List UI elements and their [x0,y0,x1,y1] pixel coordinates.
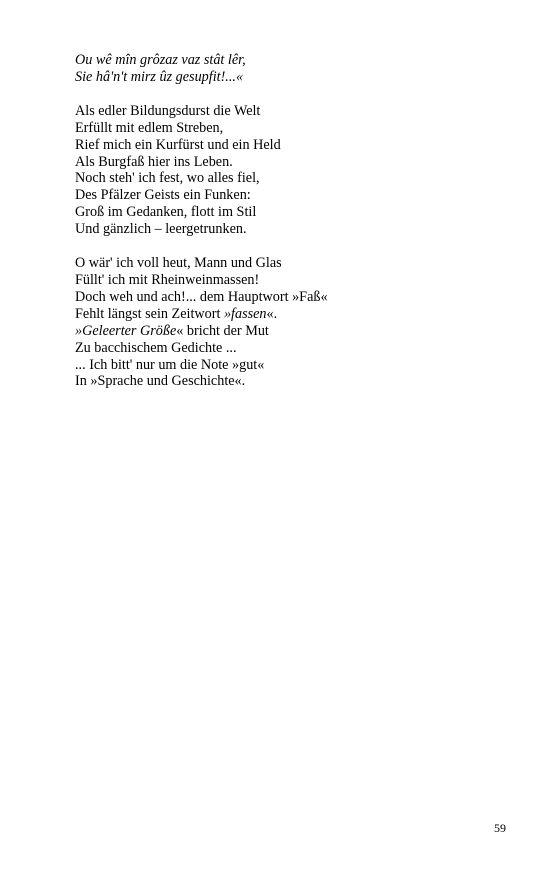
poem-line: Erfüllt mit edlem Streben, [75,119,224,136]
poem-line: Und gänzlich – leergetrunken. [75,221,247,238]
poem-line: Füllt' ich mit Rheinweinmassen! [75,271,260,288]
poem [75,52,495,407]
stanza-2 [75,103,495,238]
poem-line [75,323,495,340]
poem-line: Zu bacchischem Gedichte ... [75,339,237,356]
poem-line: In »Sprache und Geschichte«. [75,373,246,390]
line-text: «. [266,305,278,322]
poem-line: Sie hâ'n't mirz ûz gesupfit!...« [75,68,244,85]
stanza-3 [75,255,495,390]
italic-phrase: »Geleerter Größe [75,322,177,339]
poem-line: ... Ich bitt' nur um die Note »gut« [75,356,265,373]
poem-line: Des Pfälzer Geists ein Funken: [75,187,251,204]
poem-line: Ou wê mîn grôzaz vaz stât lêr, [75,52,246,68]
line-text: « bricht der Mut [176,322,269,339]
poem-line: Als edler Bildungsdurst die Welt [75,102,261,119]
poem-line [75,306,495,323]
poem-line: Noch steh' ich fest, wo alles fiel, [75,170,260,187]
poem-line: Rief mich ein Kurfürst und ein Held [75,136,281,153]
italic-word: »fassen [223,305,267,322]
page-number: 59 [494,821,506,835]
line-text: Fehlt längst sein Zeitwort [75,305,224,322]
poem-line: O wär' ich voll heut, Mann und Glas [75,255,282,272]
poem-line: Groß im Gedanken, flott im Stil [75,204,257,221]
stanza-1 [75,52,495,86]
poem-line: Als Burgfaß hier ins Leben. [75,153,233,170]
poem-line: Doch weh und ach!... dem Hauptwort »Faß« [75,288,328,305]
